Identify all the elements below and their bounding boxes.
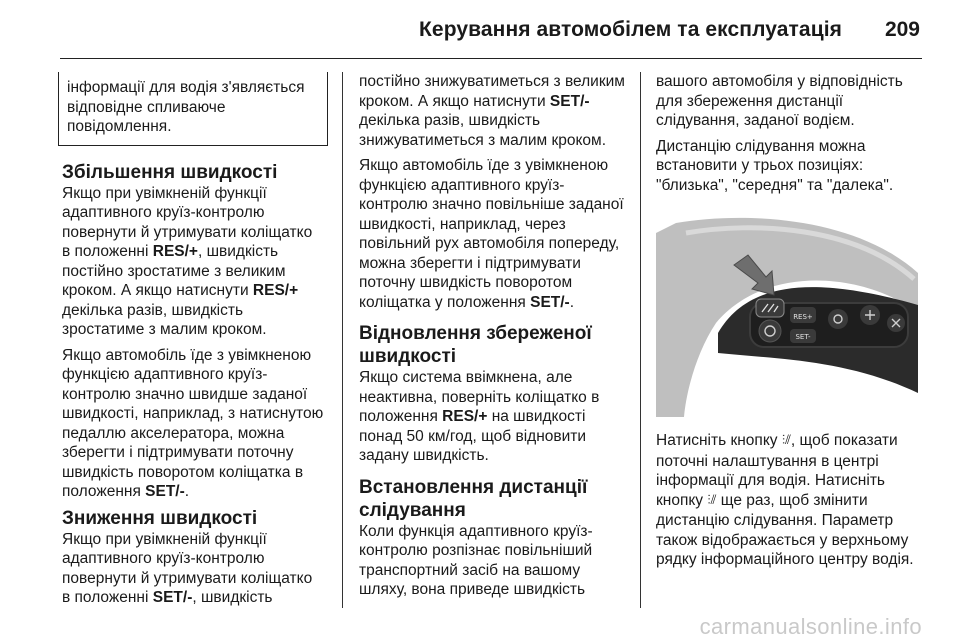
key-set-minus: SET/- (549, 92, 590, 110)
key-set-minus: SET/- (152, 589, 193, 606)
heading-speed-decrease: Зниження швидкості (62, 507, 258, 529)
heading-restore-speed: Відновлення збереженої швидкості (359, 323, 592, 367)
svg-text:RES+: RES+ (793, 313, 813, 321)
paragraph-decrease-2: постійно знижуватиметься з великим кроком. А якщо натиснути SET/- декілька разів, швидкість знижуватиметься з малим кроком. (359, 73, 625, 149)
paragraph-increase-2: Якщо автомобіль їде з увімкненою функцією адаптивного круїз-контролю значно швидше заданої швидкості, наприклад, з натиснутою педаллю акселератора, можна зберегти і підтримувати поточну швидкість поворотом коліщатка в положення SET/-. (62, 346, 324, 500)
key-set-minus: SET/- (530, 293, 570, 311)
paragraph-restore: Якщо система ввімкнена, але неактивна, поверніть коліщатко в положення RES/+ на швидкості понад 50 км/год, щоб відновити задану швидкість. (359, 369, 600, 464)
paragraph-decrease-3: Якщо автомобіль їде з увімкненою функцією адаптивного круїз-контролю значно повільніше заданої швидкості, наприклад, через повільний рух автомобіля попереду, можна зберегти і підтримувати поточну швидкість поворотом коліщатка у положення SET/-. (359, 157, 624, 311)
steering-wheel-figure (656, 203, 930, 417)
following-distance-icon: ⫶⫽ (707, 492, 717, 508)
steering-wheel-cruise-controls-icon (656, 203, 930, 417)
column-divider-1 (342, 72, 343, 608)
column-divider-2 (640, 72, 641, 608)
page-number: 209 (884, 18, 920, 41)
key-res-plus: RES/+ (252, 282, 299, 299)
svg-text:SET-: SET- (795, 333, 811, 341)
paragraph-distance-1: Коли функція адаптивного круїз-контролю розпізнає повільніший транспортний засіб на вашому шляху, вона приведе швидкість (359, 522, 593, 598)
page-header (0, 0, 960, 60)
column-1 (62, 72, 324, 614)
paragraph-distance-4: Натисніть кнопку ⫶⫽, щоб показати поточні налаштування в центрі інформації для водія. Натисніть кнопку ⫶⫽ ще раз, щоб змінити дистанцію слідування. Параметр також відображається у верхньому рядку інформаційного центру водія. (656, 432, 914, 568)
paragraph-distance-2: вашого автомобіля у відповідність для збереження дистанції слідування, заданої водієм. (656, 73, 903, 129)
paragraph-distance-3: Дистанцію слідування можна встановити у трьох позиціях: "близька", "середня" та "далека". (656, 137, 894, 194)
heading-speed-increase: Збільшення швидкості (62, 161, 278, 183)
note-box (58, 72, 328, 146)
paragraph-decrease-1: Якщо при увімкненій функції адаптивного круїз-контролю повернути й утримувати коліщатко в положенні SET/-, швидкість (62, 530, 313, 606)
heading-set-distance: Встановлення дистанції слідування (359, 476, 588, 521)
column-3 (656, 72, 930, 576)
key-res-plus: RES/+ (152, 243, 198, 260)
key-res-plus: RES/+ (442, 408, 488, 425)
note-text: інформації для водія з'являється відповідне спливаюче повідомлення. (67, 79, 305, 135)
page-title: Керування автомобілем та експлуатація (419, 18, 842, 41)
column-2 (359, 72, 627, 606)
paragraph-increase-1: Якщо при увімкненій функції адаптивного круїз-контролю повернути й утримувати коліщатко в положенні RES/+, швидкість постійно зростатиме з великим кроком. А якщо натиснути RES/+ декілька разів, швидкість зростатиме з малим кроком. (62, 184, 313, 338)
watermark: carmanualsonline.info (699, 614, 922, 639)
following-distance-icon: ⫶⫽ (781, 433, 791, 448)
key-set-minus: SET/- (145, 483, 185, 500)
header-rule (60, 58, 922, 59)
